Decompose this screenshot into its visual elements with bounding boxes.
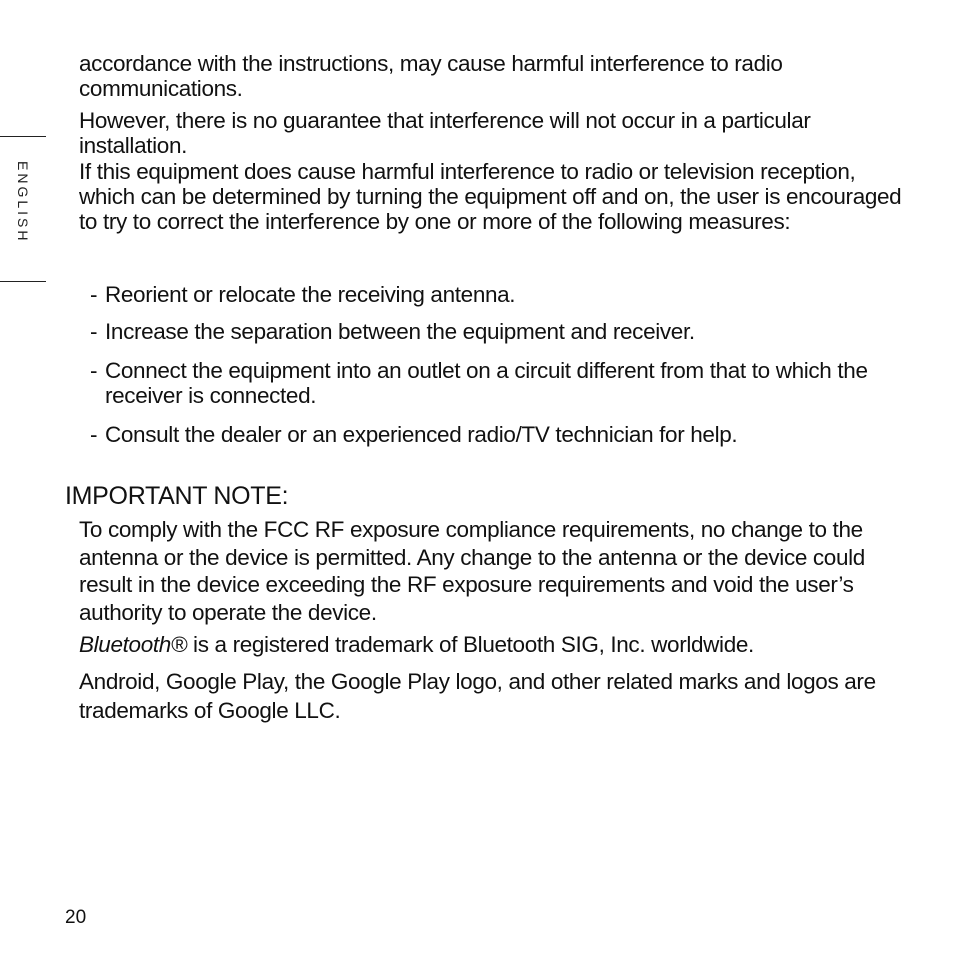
sidebar-top-rule: [0, 136, 46, 137]
measure-text: Consult the dealer or an experienced radio/TV technician for help.: [105, 422, 738, 447]
bullet-dash: -: [90, 282, 98, 307]
bluetooth-brand-name: Bluetooth®: [79, 632, 188, 657]
bullet-dash: -: [90, 319, 98, 344]
bluetooth-trademark-text: is a registered trademark of Bluetooth SIG, Inc. worldwide.: [187, 632, 754, 657]
measure-item-consult: [90, 422, 890, 447]
paragraph-corrective-measures: If this equipment does cause harmful interference to radio or television reception, which can be determined by turning the equipment off and on, the user is encouraged to try to correct the interference by one or more of the following measures:: [79, 159, 902, 234]
measure-item-outlet: [90, 358, 890, 408]
page-number: 20: [65, 907, 87, 928]
sidebar-bottom-rule: [0, 281, 46, 282]
measure-text: Connect the equipment into an outlet on a circuit different from that to which the receiver is connected.: [105, 358, 868, 408]
measure-text: Reorient or relocate the receiving antenna.: [105, 282, 516, 307]
language-label: ENGLISH: [15, 161, 31, 244]
measure-item-separation: [90, 319, 890, 344]
bullet-dash: -: [90, 358, 98, 383]
paragraph-google-trademark: Android, Google Play, the Google Play logo, and other related marks and logos are trademarks of Google LLC.: [79, 669, 876, 723]
paragraph-no-guarantee: However, there is no guarantee that interference will not occur in a particular installation.: [79, 108, 811, 158]
paragraph-interference-intro: accordance with the instructions, may cause harmful interference to radio communications.: [79, 51, 783, 101]
paragraph-bluetooth-trademark: [79, 632, 909, 657]
measure-text: Increase the separation between the equipment and receiver.: [105, 319, 695, 344]
bullet-dash: -: [90, 422, 98, 447]
measure-item-reorient: [90, 282, 890, 307]
important-note-heading: IMPORTANT NOTE:: [65, 482, 289, 510]
paragraph-rf-exposure: To comply with the FCC RF exposure compliance requirements, no change to the antenna or the device is permitted. Any change to the antenna or the device could result in the device exceeding the RF exposure requirements and void the user’s authority to operate the device.: [79, 517, 865, 625]
